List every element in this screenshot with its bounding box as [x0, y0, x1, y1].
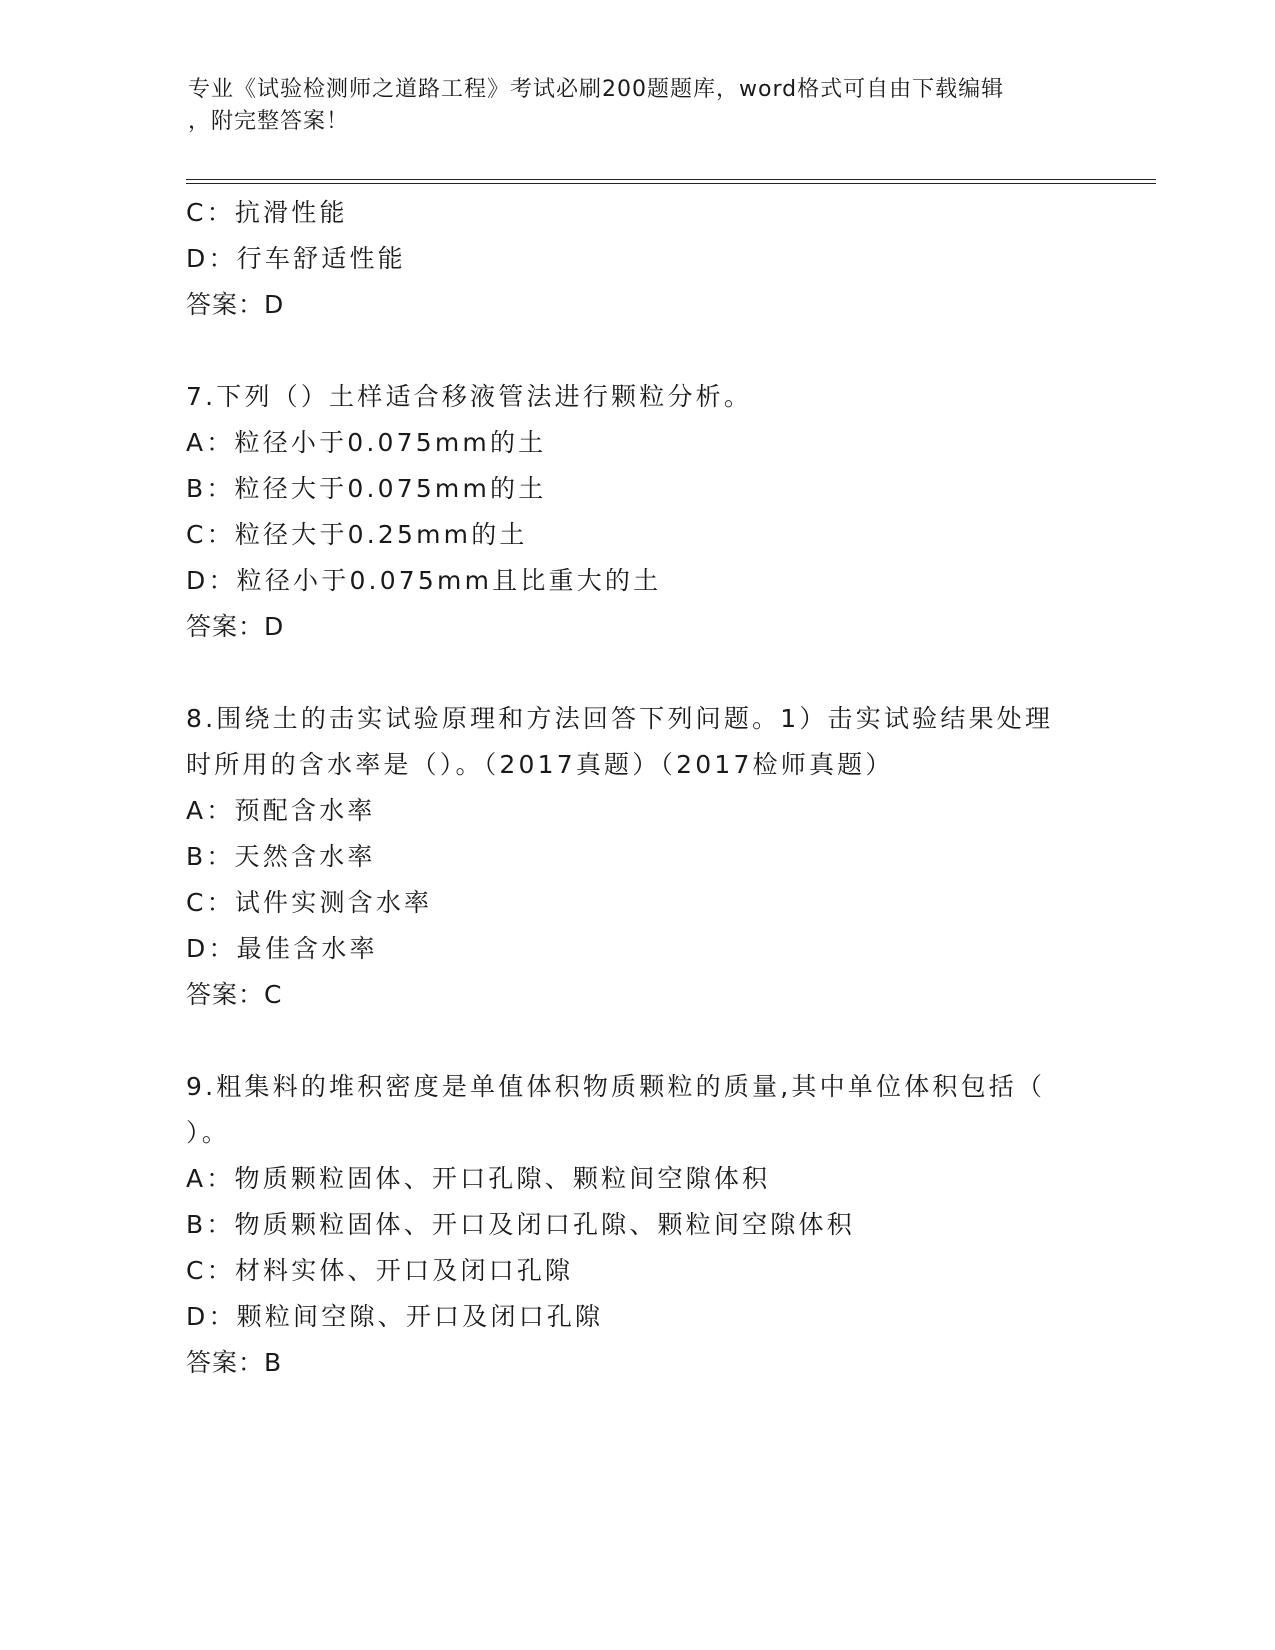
q9-option-b: B：物质颗粒固体、开口及闭口孔隙、颗粒间空隙体积: [186, 1210, 855, 1239]
header-divider-top: [186, 179, 1156, 180]
q8-answer: 答案：C: [186, 980, 283, 1009]
q7-option-c: C：粒径大于0.25mm的土: [186, 520, 528, 549]
question-8-block: [186, 696, 1086, 1018]
header-line-1: 专业《试验检测师之道路工程》考试必刷200题题库，word格式可自由下载编辑: [188, 77, 1005, 102]
q9-option-c: C：材料实体、开口及闭口孔隙: [186, 1256, 574, 1285]
spacer: [186, 1018, 1086, 1064]
q7-question: 7.下列（）土样适合移液管法进行颗粒分析。: [186, 382, 753, 411]
question-7-block: [186, 374, 1086, 650]
q8-option-a: A：预配含水率: [186, 796, 376, 825]
q6-answer: 答案：D: [186, 290, 285, 319]
q7-answer: 答案：D: [186, 612, 285, 641]
document-body: [186, 190, 1086, 1386]
q9-question-line-1: 9.粗集料的堆积密度是单值体积物质颗粒的质量,其中单位体积包括（: [186, 1072, 1046, 1101]
spacer: [186, 650, 1086, 696]
q9-option-d: D：颗粒间空隙、开口及闭口孔隙: [186, 1302, 604, 1331]
q9-answer: 答案：B: [186, 1348, 283, 1377]
q8-option-b: B：天然含水率: [186, 842, 376, 871]
q9-question-line-2: ）。: [186, 1118, 230, 1147]
header-divider-bottom: [186, 183, 1156, 184]
q8-option-c: C：试件实测含水率: [186, 888, 433, 917]
question-6-block: [186, 190, 1086, 328]
q6-option-d: D：行车舒适性能: [186, 244, 406, 273]
header-line-2: ，附完整答案！: [188, 109, 350, 134]
question-9-block: [186, 1064, 1086, 1386]
q6-option-c: C：抗滑性能: [186, 198, 348, 227]
q8-option-d: D：最佳含水率: [186, 934, 378, 963]
q8-question-line-2: 时所用的含水率是（）。（2017真题）（2017检师真题）: [186, 750, 894, 779]
q7-option-b: B：粒径大于0.075mm的土: [186, 474, 547, 503]
q7-option-d: D：粒径小于0.075mm且比重大的土: [186, 566, 662, 595]
q9-option-a: A：物质颗粒固体、开口孔隙、颗粒间空隙体积: [186, 1164, 771, 1193]
spacer: [186, 328, 1086, 374]
q7-option-a: A：粒径小于0.075mm的土: [186, 428, 547, 457]
document-header: [188, 74, 1088, 138]
q8-question-line-1: 8.围绕土的击实试验原理和方法回答下列问题。1）击实试验结果处理: [186, 704, 1054, 733]
